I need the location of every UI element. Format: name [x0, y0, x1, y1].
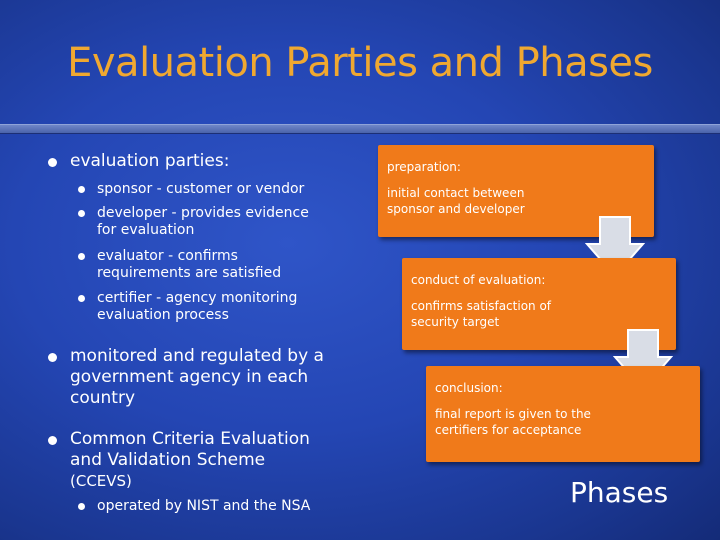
bullet-monitored-line2: government agency in each	[70, 367, 309, 387]
sub-bullet-developer	[97, 205, 309, 239]
phase-heading-preparation: preparation:	[387, 160, 461, 174]
phase-heading-conclusion: conclusion:	[435, 381, 503, 395]
bullet-monitored	[70, 346, 324, 409]
phase-text-conduct: confirms satisfaction of security target	[411, 299, 552, 329]
sub-bullet-nist-nsa: operated by NIST and the NSA	[97, 498, 311, 514]
bullet-ccevs-line2: and Validation Scheme	[70, 450, 266, 470]
sub-bullet-dot	[78, 253, 85, 260]
sub-bullet-certifier-line2: evaluation process	[97, 307, 229, 323]
phases-label: Phases	[570, 476, 669, 509]
sub-bullet-evaluator	[97, 248, 281, 282]
sub-bullet-sponsor: sponsor - customer or vendor	[97, 181, 305, 197]
bullet-ccevs-line3: (CCEVS)	[70, 472, 132, 490]
sub-bullet-certifier-line1: certifier - agency monitoring	[97, 290, 298, 306]
sub-bullet-dot	[78, 210, 85, 217]
bullet-dot	[48, 158, 57, 167]
sub-bullet-developer-line1: developer - provides evidence	[97, 205, 309, 221]
bullet-evaluation-parties: evaluation parties:	[70, 151, 230, 171]
slide-title: Evaluation Parties and Phases	[67, 40, 653, 86]
bullet-dot	[48, 353, 57, 362]
bullet-ccevs-line1: Common Criteria Evaluation	[70, 429, 310, 449]
sub-bullet-evaluator-line2: requirements are satisfied	[97, 265, 282, 281]
bullet-ccevs	[70, 429, 310, 492]
phase-heading-conduct: conduct of evaluation:	[411, 273, 546, 287]
sub-bullet-certifier	[97, 290, 297, 324]
bullet-dot	[48, 436, 57, 445]
sub-bullet-dot	[78, 186, 85, 193]
sub-bullet-developer-line2: for evaluation	[97, 222, 195, 238]
bullet-monitored-line1: monitored and regulated by a	[70, 346, 324, 366]
phase-text-preparation: initial contact between sponsor and developer	[387, 186, 525, 216]
sub-bullet-dot	[78, 295, 85, 302]
phase-text-conclusion: final report is given to the certifiers for acceptance	[435, 407, 591, 437]
bullet-monitored-line3: country	[70, 388, 136, 408]
sub-bullet-dot	[78, 503, 85, 510]
sub-bullet-evaluator-line1: evaluator - confirms	[97, 248, 238, 264]
phase-box-conclusion	[426, 366, 700, 462]
